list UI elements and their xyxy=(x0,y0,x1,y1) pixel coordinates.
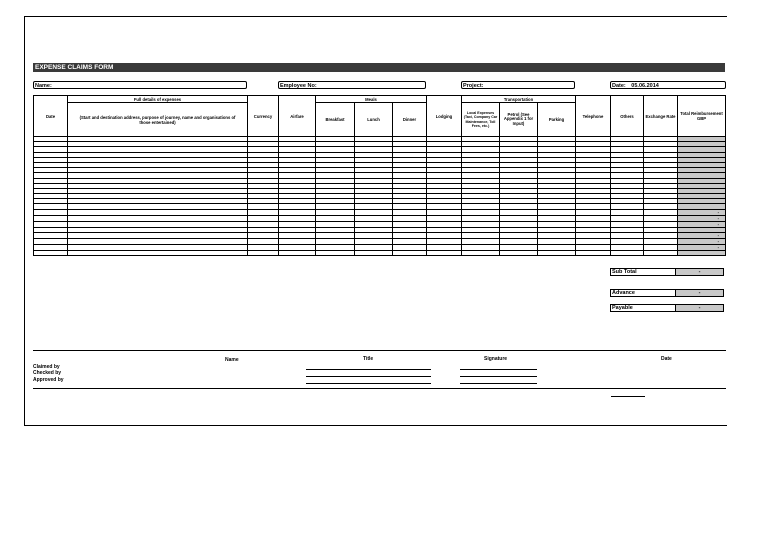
table-cell[interactable] xyxy=(393,250,427,255)
employee-no-field[interactable] xyxy=(278,81,426,89)
col-header-parking: Parking xyxy=(538,103,576,137)
claimed-signature-line[interactable] xyxy=(460,369,537,370)
col-header-local-expenses: Local Expenses (Taxi, Company Car Maintenance, Toll Fees, etc.) xyxy=(462,103,500,137)
checked-title-line[interactable] xyxy=(306,376,431,377)
table-cell[interactable] xyxy=(68,250,248,255)
subtotal-value: - xyxy=(675,269,723,275)
payable-box xyxy=(610,304,724,312)
row-total-cell xyxy=(678,250,726,255)
col-header-others: Others xyxy=(611,96,644,137)
date-value: 05.06.2014 xyxy=(631,83,659,89)
col-header-lunch: Lunch xyxy=(355,103,393,137)
signoff-block xyxy=(33,350,726,389)
row-total-cell: - xyxy=(678,244,726,250)
name-field[interactable] xyxy=(33,81,247,89)
table-cell[interactable] xyxy=(355,250,393,255)
group-header-meals: Meals xyxy=(316,96,427,103)
table-cell[interactable] xyxy=(427,250,462,255)
subtotal-box xyxy=(610,268,724,276)
form-title: EXPENSE CLAIMS FORM xyxy=(33,63,725,72)
table-cell[interactable] xyxy=(644,250,678,255)
checked-signature-line[interactable] xyxy=(460,376,537,377)
table-cell[interactable] xyxy=(538,250,576,255)
col-header-currency: Currency xyxy=(248,96,279,137)
project-label: Project: xyxy=(463,83,484,89)
col-header-breakfast: Breakfast xyxy=(316,103,355,137)
table-cell[interactable] xyxy=(462,250,500,255)
project-field[interactable] xyxy=(461,81,575,89)
payable-label: Payable xyxy=(612,305,633,311)
table-cell[interactable] xyxy=(611,250,644,255)
col-header-details: (Start and destination address, purpose of journey, name and organisations of those entertained) xyxy=(68,103,248,137)
row-total-cell: - xyxy=(678,221,726,227)
approved-signature-line[interactable] xyxy=(460,383,537,384)
advance-box[interactable] xyxy=(610,289,724,297)
signoff-title-header: Title xyxy=(363,356,374,362)
col-header-date: Date xyxy=(34,96,68,137)
col-header-lodging: Lodging xyxy=(427,96,462,137)
col-header-telephone: Telephone xyxy=(576,96,611,137)
table-cell[interactable] xyxy=(248,250,279,255)
signoff-signature-header: Signature xyxy=(484,356,508,362)
approved-by-label: Approved by xyxy=(33,377,64,383)
payable-value: - xyxy=(675,305,723,311)
table-cell[interactable] xyxy=(34,250,68,255)
row-total-cell: - xyxy=(678,209,726,215)
table-cell[interactable] xyxy=(576,250,611,255)
name-label: Name: xyxy=(35,83,52,89)
date-field[interactable] xyxy=(610,81,726,89)
col-header-exchange-rate: Exchange Rate xyxy=(644,96,678,137)
row-total-cell: - xyxy=(678,215,726,221)
row-total-cell: - xyxy=(678,238,726,244)
table-cell[interactable] xyxy=(500,250,538,255)
col-header-petrol: Petrol (See Appendix 1 for Input) xyxy=(500,103,538,137)
col-header-airfare: Airfare xyxy=(279,96,316,137)
group-header-transportation: Transportation xyxy=(462,96,576,103)
table-cell[interactable] xyxy=(316,250,355,255)
date-label: Date: xyxy=(612,83,626,89)
expense-table xyxy=(33,95,726,256)
claimed-by-label: Claimed by xyxy=(33,364,60,370)
advance-label: Advance xyxy=(612,290,635,296)
col-header-total: Total Reimbursement GBP xyxy=(678,96,726,137)
advance-value: - xyxy=(675,290,723,296)
col-header-dinner: Dinner xyxy=(393,103,427,137)
claimed-title-line[interactable] xyxy=(306,369,431,370)
checked-by-label: Checked by xyxy=(33,370,62,376)
group-header-full-details: Full details of expenses xyxy=(68,96,248,103)
table-row xyxy=(34,250,726,255)
signoff-date-line[interactable] xyxy=(611,396,645,397)
signoff-date-header: Date xyxy=(661,356,672,362)
table-cell[interactable] xyxy=(279,250,316,255)
subtotal-label: Sub Total xyxy=(612,269,637,275)
row-total-cell: - xyxy=(678,232,726,238)
signoff-name-header: Name xyxy=(225,357,239,363)
approved-title-line[interactable] xyxy=(306,383,431,384)
employee-no-label: Employee No: xyxy=(280,83,317,89)
